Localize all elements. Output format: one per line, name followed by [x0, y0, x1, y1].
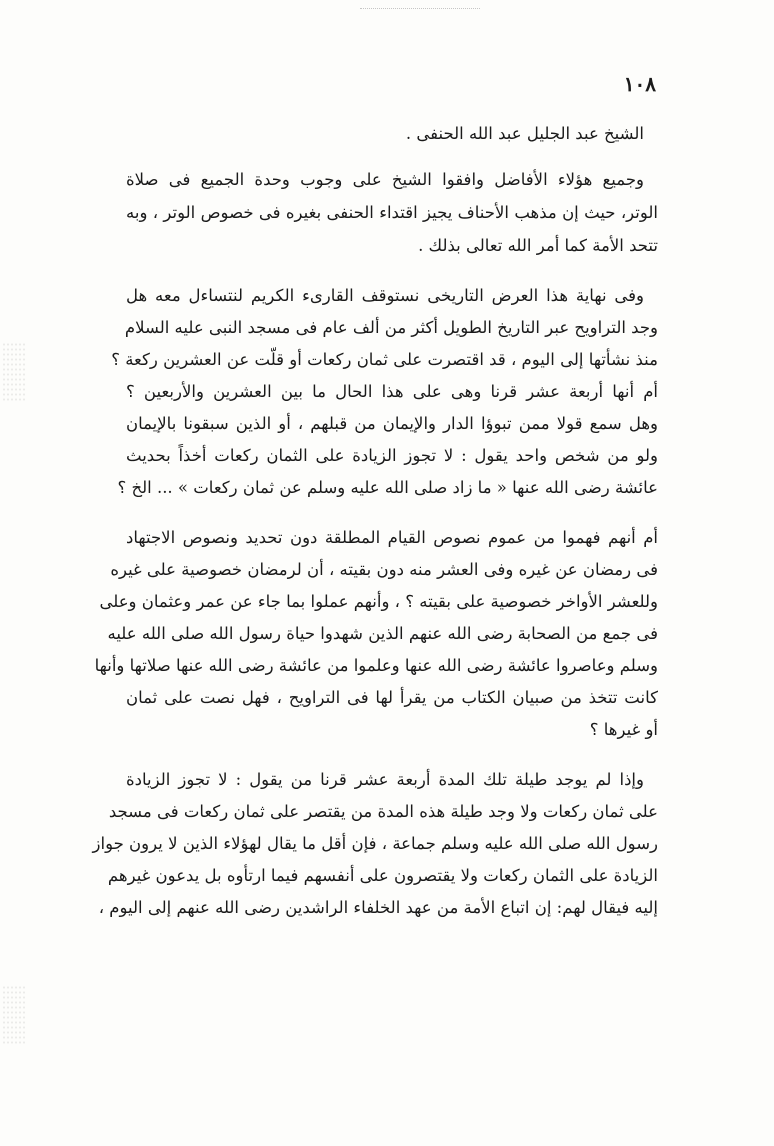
text-line: وجميع هؤلاء الأفاضل وافقوا الشيخ على وجوب وحدة الجميع فى صلاة [126, 170, 644, 189]
text-line: أم أنهم فهموا من عموم نصوص القيام المطلقة دون تحديد ونصوص الاجتهاد [126, 528, 658, 547]
text-line: الوتر، حيث إن مذهب الأحناف يجيز اقتداء الحنفى بغيره فى خصوص الوتر ، وبه [126, 203, 658, 222]
text-line: وللعشر الأواخر خصوصية على بقيته ؟ ، وأنهم عملوا بما جاء عن عمر وعثمان وعلى [99, 592, 658, 611]
page-number: ١٠٨ [623, 72, 656, 96]
text-line: كانت تتخذ من صبيان الكتاب من يقرأ لها فى التراويح ، فهل نصت على ثمان [126, 688, 658, 707]
text-line: فى جمع من الصحابة رضى الله عنهم الذين شهدوا حياة رسول الله صلى الله عليه [107, 624, 658, 643]
text-line: منذ نشأتها إلى اليوم ، قد اقتصرت على ثمان ركعات أو قلّت عن العشرين ركعة ؟ [111, 350, 658, 369]
text-line: أم أنها أربعة عشر قرنا وهى على هذا الحال ما بين العشرين والأربعين ؟ [126, 382, 658, 401]
text-line: على ثمان ركعات ولا وجد طيلة هذه المدة من يقتصر على ثمان ركعات فى مسجد [108, 802, 658, 821]
text-line: وإذا لم يوجد طيلة تلك المدة أربعة عشر قرنا من يقول : لا تجوز الزيادة [126, 770, 644, 789]
text-line: فى رمضان عن غيره وفى العشر منه دون بقيته ، أن لرمضان خصوصية على غيره [110, 560, 658, 579]
scan-mark [360, 8, 480, 15]
text-line: تتحد الأمة كما أمر الله تعالى بذلك . [418, 236, 658, 255]
text-line: إليه فيقال لهم: إن اتباع الأمة من عهد الخلفاء الراشدين رضى الله عنهم إلى اليوم ، [98, 898, 658, 917]
text-line: وهل سمع قولا ممن تبوؤا الدار والإيمان من قبلهم ، أو الذين سبقونا بالإيمان [126, 414, 658, 433]
text-line: أو غيرها ؟ [589, 720, 658, 739]
scan-speck [2, 342, 26, 402]
text-line: الزيادة على الثمان ركعات ولا يقتصرون على أنفسهم فيما ارتأوه بل يدعون غيرهم [107, 866, 658, 885]
text-line: وسلم وعاصروا عائشة رضى الله عنها وعلموا من عائشة رضى الله عنها صلاتها وأنها [94, 656, 658, 675]
text-line: وجد التراويح عبر التاريخ الطويل أكثر من ألف عام فى مسجد النبى عليه السلام [124, 318, 658, 337]
text-line: الشيخ عبد الجليل عبد الله الحنفى . [405, 124, 644, 143]
scan-speck [2, 985, 26, 1045]
text-line: وفى نهاية هذا العرض التاريخى نستوقف القارىء الكريم لنتساءل معه هل [126, 286, 644, 305]
text-line: عائشة رضى الله عنها « ما زاد صلى الله عليه وسلم عن ثمان ركعات » ... الخ ؟ [117, 478, 658, 497]
text-line: ولو من شخص واحد يقول : لا تجوز الزيادة على الثمان ركعات أخذاً بحديث [126, 446, 658, 465]
text-line: رسول الله صلى الله عليه وسلم جماعة ، فإن أقل ما يقال لهؤلاء الذين لا يرون جواز [92, 834, 658, 853]
